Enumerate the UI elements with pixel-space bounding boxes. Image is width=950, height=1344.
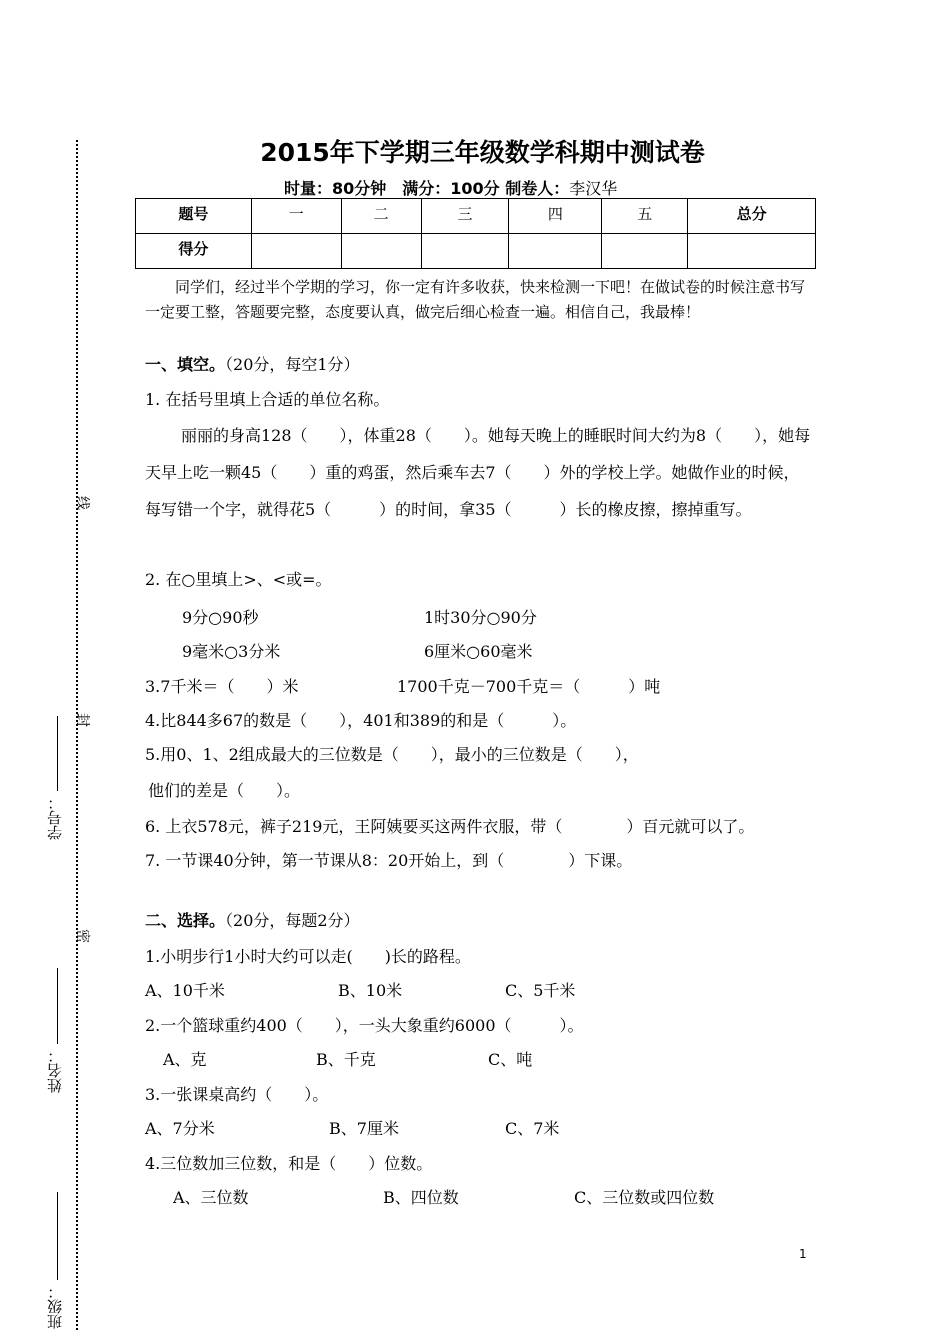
s1-question-1-passage: 丽丽的身高128（ ），体重28（ ）。她每天晚上的睡眠时间大约为8（ ），她每天早上吃一颗45（ ）重的鸡蛋，然后乘车去7（ ）外的学校上学。她做作业的时候，每写错一个字，就得花5（ ）的时间，拿35（ ）长的橡皮擦，擦掉重写。 <box>145 426 811 519</box>
s2-q1-option[interactable]: B、10米 <box>338 981 403 1000</box>
s1-question-6: 6. 上衣578元，裤子219元，王阿姨要买这两件衣服，带（ ）百元就可以了。 <box>145 817 755 836</box>
s1-q2-item: 6厘米○60毫米 <box>424 642 533 661</box>
section1-note: （20分，每空1分） <box>225 355 360 374</box>
s1-question-5-cont: 他们的差是（ ）。 <box>148 781 301 800</box>
s2-question-3: 3.一张课桌高约（ ）。 <box>145 1085 329 1104</box>
score-cell[interactable] <box>251 234 341 269</box>
s1-q2-item: 1时30分○90分 <box>424 608 537 627</box>
student-id-line <box>57 716 58 791</box>
s1-question-3a: 3.7千米＝（ ）米 <box>145 677 299 696</box>
score-table-score-row <box>136 234 816 269</box>
seal-char-feng: 封 <box>74 713 90 727</box>
section2-heading <box>145 908 360 931</box>
s1-question-5: 5.用0、1、2组成最大的三位数是（ ），最小的三位数是（ ）， <box>145 745 639 764</box>
exam-info-main: 时量：80分钟 满分：100分 制卷人： <box>284 179 570 198</box>
score-cell[interactable] <box>341 234 421 269</box>
s2-q4-option[interactable]: C、三位数或四位数 <box>574 1188 715 1207</box>
s2-q4-option[interactable]: A、三位数 <box>173 1188 249 1207</box>
s1-question-2: 2. 在○里填上>、<或=。 <box>145 570 332 589</box>
s1-question-7: 7. 一节课40分钟，第一节课从8：20开始上，到（ ）下课。 <box>145 851 633 870</box>
score-header-cell: 一 <box>251 199 341 234</box>
s2-q2-option[interactable]: B、千克 <box>316 1050 376 1069</box>
exam-author: 李汉华 <box>569 179 618 198</box>
score-cell[interactable] <box>421 234 509 269</box>
exam-info <box>284 176 617 199</box>
section2-title: 二、选择。 <box>145 911 226 930</box>
s2-question-2: 2.一个篮球重约400（ ），一头大象重约6000（ ）。 <box>145 1016 584 1035</box>
student-name-line <box>57 968 58 1044</box>
student-id-label: 学号： <box>46 795 64 840</box>
score-header-cell: 题号 <box>136 199 252 234</box>
s1-question-1: 1. 在括号里填上合适的单位名称。 <box>145 390 390 409</box>
score-header-cell: 五 <box>602 199 688 234</box>
student-name-label: 姓名： <box>46 1048 64 1093</box>
intro-text <box>145 275 815 325</box>
intro-text-content: 同学们，经过半个学期的学习，你一定有许多收获，快来检测一下吧！在做试卷的时候注意书写一定要工整，答题要完整，态度要认真，做完后细心检查一遍。相信自己，我最棒！ <box>145 278 806 321</box>
s2-question-1: 1.小明步行1小时大约可以走( )长的路程。 <box>145 947 471 966</box>
score-table <box>135 198 816 269</box>
page-title: 2015年下学期三年级数学科期中测试卷 <box>260 138 705 167</box>
s1-question-4: 4.比844多67的数是（ ），401和389的和是（ ）。 <box>145 711 577 730</box>
seal-char-xian: 线 <box>74 496 90 510</box>
score-header-cell: 总分 <box>688 199 816 234</box>
score-header-cell: 四 <box>509 199 602 234</box>
s2-q2-option[interactable]: A、克 <box>163 1050 207 1069</box>
class-label: 班级： <box>46 1284 64 1329</box>
s2-q1-option[interactable]: A、10千米 <box>145 981 225 1000</box>
s1-question-3b: 1700千克－700千克＝（ ）吨 <box>397 677 661 696</box>
s2-q3-option[interactable]: B、7厘米 <box>329 1119 399 1138</box>
score-cell[interactable] <box>688 234 816 269</box>
section2-note: （20分，每题2分） <box>225 911 360 930</box>
s2-q2-option[interactable]: C、吨 <box>488 1050 533 1069</box>
s1-q2-item: 9毫米○3分米 <box>182 642 281 661</box>
seal-char-mi: 密 <box>74 929 90 943</box>
section1-title: 一、填空。 <box>145 355 226 374</box>
s2-question-4: 4.三位数加三位数，和是（ ）位数。 <box>145 1154 433 1173</box>
s2-q4-option[interactable]: B、四位数 <box>383 1188 459 1207</box>
s1-q2-item: 9分○90秒 <box>182 608 259 627</box>
score-header-cell: 三 <box>421 199 509 234</box>
s2-q3-option[interactable]: C、7米 <box>505 1119 560 1138</box>
s2-q1-option[interactable]: C、5千米 <box>505 981 576 1000</box>
score-cell[interactable] <box>509 234 602 269</box>
section1-heading <box>145 352 360 375</box>
score-table-header-row <box>136 199 816 234</box>
score-cell[interactable] <box>602 234 688 269</box>
binding-dotted-line <box>76 140 78 1330</box>
class-line <box>57 1192 58 1280</box>
score-header-cell: 二 <box>341 199 421 234</box>
s2-q3-option[interactable]: A、7分米 <box>145 1119 215 1138</box>
score-row-label: 得分 <box>136 234 252 269</box>
page-number: 1 <box>799 1247 807 1261</box>
